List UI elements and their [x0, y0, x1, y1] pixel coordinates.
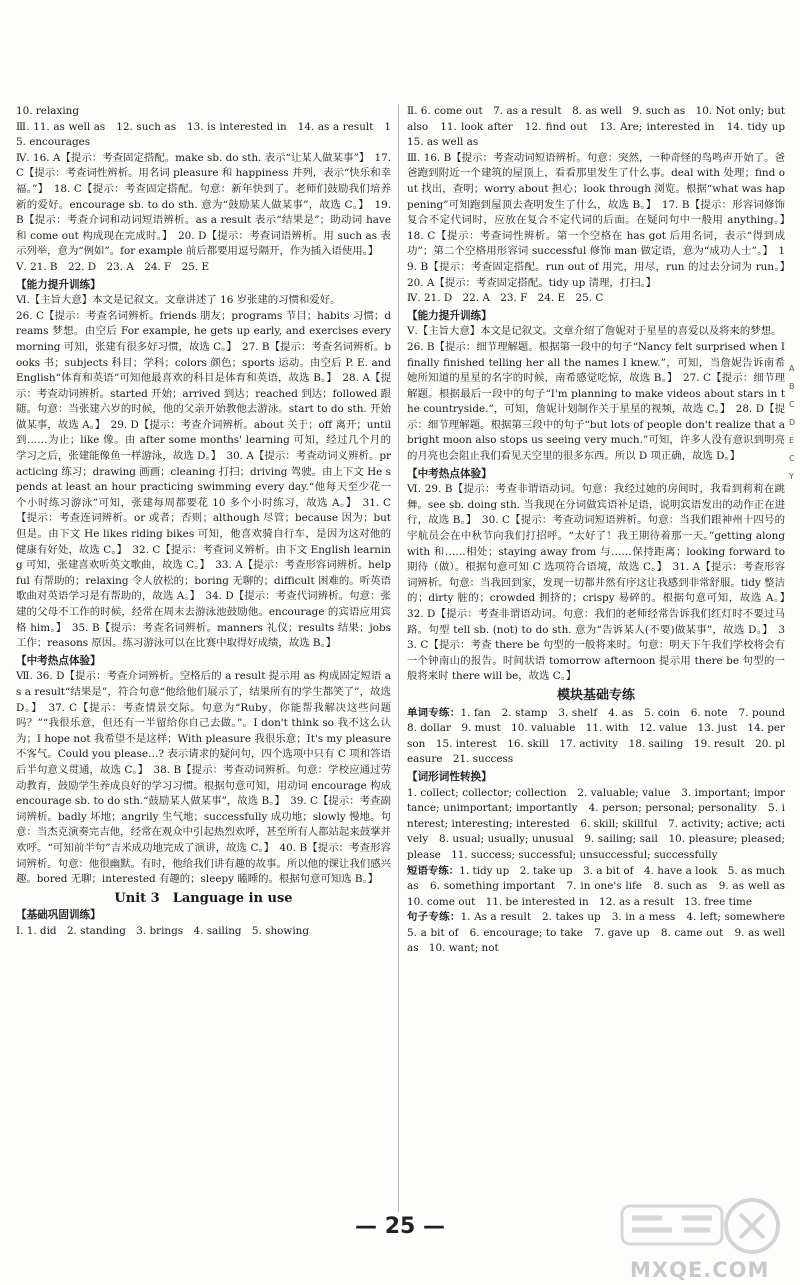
- answer-text: Ⅳ. 16. A【提示：考查固定搭配。make sb. do sth. 表示“让某人做某事”】 17. C【提示：考查词性辨析。用名词 pleasure 和 happiness 并列，表示“快乐和幸福。”】 18. C【提示：考查固定搭配。句意：新年快到了。老师们鼓励我们培养新的爱好。encourage sb. to do sth. 意为“鼓励某人做某事”，故选 C。】 19. B【提示：考查介词和动词短语辨析。as a result 表示“结果是”；助动词 have 和 come out 构成现在完成时。】 20. D【提示：考查词语辨析。用 such as 表示列举，意为“例如”。for example 前后都要用逗号隔开，作为插入语使用。】: [16, 151, 391, 258]
- unit-title: 模块基础专练: [556, 687, 635, 703]
- answer-text: Ⅵ. 29. B【提示：考查非谓语动词。句意：我经过她的房间时，我看到莉莉在跳舞。see sb. doing sth. 当我现在分词做宾语补足语，说明宾语发出的动作正在进行，故选 B。】 30. C【提示：考查动词短语辨析。句意：当我们跟神州十四号的宇航员会在中秋节向我们打招呼。“太好了！我王期待着那一天。”getting along with 和……相处；staying away from 与……保持距离；looking forward to 期待（做）。根据句意可知 C 选项符合语境，故选 C。】 31. A【提示：考查形容词辨析。句意：当我回到家，发现一切都井然有序这让我感到非常舒服。tidy 整洁的；dirty 脏的；crowded 拥挤的；crispy 易碎的。根据句意可知，故选 A。】 32. D【提示：考查非谓语动词。句意：我们的老师经常告诉我们红灯时不要过马路。句型 tell sb. (not) to do sth. 意为“告诉某人(不要)做某事”，故选 D。】 33. C【提示：考查 there be 句型的一般将来时。句意：明天下午我们学校将会有一个钟南山的报告。时间状语 tomorrow afternoon 提示用 there be 句型的一般将来时 there will be，故选 C。】: [407, 483, 796, 683]
- answer-text: 10. relaxing: [16, 105, 79, 117]
- right-column: [407, 104, 796, 957]
- answer-paragraph: [407, 910, 796, 957]
- edge-mark: C: [789, 400, 795, 409]
- exercise-label: 句子专练：: [407, 911, 461, 924]
- answer-paragraph: [407, 324, 785, 340]
- exercise-label: 短语专练：: [407, 864, 460, 877]
- answer-paragraph: [16, 260, 391, 276]
- answer-text: 1. tidy up 2. take up 3. a bit of 4. have a look 5. as much as 6. something important 7. in one's life 8. such as 9. as well as 10. come out 11. be interested in 12. as a result 13. free time: [407, 864, 796, 908]
- answer-text: Ⅲ. 16. B【提示：考查动词短语辨析。句意：突然，一种奇怪的鸟鸣声开始了。爸爸跑到附近一个建筑的屋顶上，看看那里发生了什么事。deal with 处理；find out 找出，查明；worry about 担心；look through 浏览。根据“what was happening”可知跑到屋顶去查明发生了什么，故选 B。】 17. B【提示：形容词修饰复合不定代词时，应放在复合不定代词的后面。在疑问句中一般用 anything。】 18. C【提示：考查词性辨析。第一个空格在 has got 后用名词，表示“得到成功”；第二个空格用形容词 successful 修饰 man 做定语，意为“成功人士”。】 19. B【提示：考查固定搭配。run out of 用完，用尽，run 的过去分词为 run。】 20. A【提示：考查固定搭配。tidy up 清理，打扫。】: [407, 151, 796, 289]
- edge-mark: D: [789, 418, 796, 427]
- edge-mark: E: [789, 436, 795, 445]
- answer-text: 26. C【提示：考查名词辨析。friends 朋友；programs 节目；habits 习惯；dreams 梦想。由空后 For example, he gets up early, and exercises every morning 可知，张建有很多好习惯，故选 C。】 27. B【提示：考查名词辨析。books 书；subjects 科目；学科；colors 颜色；sports 运动。由空后 P. E. and English“体育和英语”可知他最喜欢的科目是体育和英语，故选 B。】 28. A【提示：考查动词辨析。started 开始；arrived 到达；reached 到达；followed 跟随。句意：当张建六岁的时候，他的父亲开始教他去游泳。start to do sth. 开始做某事，故选 A。】 29. D【提示：考查介词辨析。about 关于；off 离开；until 到……为止；like 像。由 after some months' learning 可知，经过几个月的学习之后，张建能像鱼一样游泳，故选 D。】 30. A【提示：考查动词义辨析。practicing 练习；drawing 画画；cleaning 打扫；driving 驾驶。由上下文 He spends at least an hour practicing swimming every day.“他每天至少花一个小时练习游泳”可知，张建每周都要花 10 多个小时练习，故选 A。】 31. C【提示：考查连词辨析。or 或者；否则；although 尽管；because 因为；but 但是。由下文 He likes riding bikes 可知，他喜欢骑自行车，是因为这对他的健康有好处，故选 C。】 32. C【提示：考查词义辨析。由下文 English learning 可知，张建喜欢听英文歌曲，故选 C。】 33. A【提示：考查形容词辨析。helpful 有帮助的；relaxing 令人放松的；boring 无聊的；difficult 困难的。听英语歌曲对英语学习是有帮助的，故选 A。】 34. D【提示：考查代词辨析。句意：张建的父母不工作的时候，经常在周末去游泳池鼓励他。encourage 的宾语应用宾格 him。】 35. B【提示：考查名词辨析。manners 礼仪；results 结果；jobs 工作；reasons 原因。练习游泳可以在比赛中取得好成绩，故选 B。】: [16, 309, 391, 650]
- answer-text: 1. collect; collector; collection 2. valuable; value 3. important; importance; unimportant; importantly 4. person; personal; personality 5. interest; interesting; interested 6. skill; skillful 7. activity; active; actively 8. usual; usually; unusual 9. sailing; sail 10. pleasure; pleased; please 11. success; successful; unsuccessful; successfully: [407, 786, 785, 861]
- section-heading: 【能力提升训练】: [16, 278, 101, 291]
- answer-text: 1. As a result 2. takes up 3. in a mess 4. left; somewhere 5. a bit of 6. encourage; to take 7. gave up 8. came out 9. as well as 10. want; not: [407, 911, 796, 955]
- answer-paragraph: [16, 924, 391, 940]
- unit-title: Unit 3 Language in use: [114, 890, 293, 906]
- section-heading: 【中考热点体验】: [16, 654, 101, 667]
- answer-paragraph: [407, 104, 796, 151]
- page-edge-marks: [789, 360, 799, 486]
- answer-paragraph: [16, 151, 391, 260]
- section-heading: 【能力提升训练】: [407, 309, 492, 322]
- answer-paragraph: [407, 291, 785, 307]
- answer-text: Ⅶ. 36. D【提示：考查介词辨析。空格后的 a result 提示用 as 构成固定短语 as a result“结果是”，符合句意“他给他们展示了，结果所有的学生都笑了”，故选 D。】 37. C【提示：考查情景交际。句意为“Ruby，你能帮我解决这些问题吗？”“我很乐意，但还有一半留给你自己去做。”。I don't think so 我不这么认为；I hope not 我希望不是这样；With pleasure 我很乐意；It's my pleasure 不客气。Could you please…? 表示请求的疑问句，四个选项中只有 C 项和答语后半句意义贯通，故选 C。】 38. B【提示：考查动词辨析。句意：学校应通过劳动教育，鼓励学生养成良好的学习习惯。根据句意可知，用动词 encourage 构成 encourage sb. to do sth.“鼓励某人做某事”，故选 B。】 39. C【提示：考查副词辨析。badly 坏地；angrily 生气地；successfully 成功地；slowly 慢地。句意：当杰克演奏完吉他，经常在观众中引起热烈欢呼，甚至所有人都站起来鼓掌并欢呼。“可知前半句”吉米成功地完成了演讲，故选 C。】 40. B【提示：考查形容词辨析。句意：他很幽默。有时，他给我们讲有趣的故事。所以他的课让我们感兴趣。bored 无聊；interested 有趣的；sleepy 瞌睡的。根据句意可知选 B。】: [16, 670, 391, 886]
- exercise-label: 单词专练：: [407, 706, 461, 719]
- column-divider: [398, 104, 399, 1212]
- answer-text: Ⅲ. 11. as well as 12. such as 13. is interested in 14. as a result 15. encourages: [16, 120, 391, 149]
- edge-mark: B: [789, 382, 795, 391]
- answer-paragraph: [407, 786, 785, 864]
- answer-text: 26. B【提示：细节理解题。根据第一段中的句子“Nancy felt surprised when I finally finished telling her all the names I knew.”，可知，当詹妮告诉南希她所知道的星星的名字的时候，南希感觉吃惊，故选 B。】 27. C【提示：细节理解题。根据最后一段中的句子“I'm planning to make videos about stars in the countryside.”，可知，詹妮计划制作关于星星的视频，故选 C。】 28. D【提示：细节理解题。根据第三段中的句子“but lots of people don't realize that a bright moon also stops us seeing very much.”可知，许多人没有意识到明亮的月亮也会阻止我们看见天空里的很多东西。所以 D 项正确，故选 D。】: [407, 340, 785, 463]
- answer-text: 1. fan 2. stamp 3. shelf 4. as 5. coin 6. note 7. pound 8. dollar 9. must 10. valuable 11. with 12. value 13. just 14. person 15. interest 16. skill 17. activity 18. sailing 19. result 20. pleasure 21. success: [407, 706, 796, 766]
- answer-paragraph: [407, 151, 796, 291]
- answer-paragraph: [407, 340, 785, 465]
- answer-text: Ⅴ.【主旨大意】本文是记叙文。文章介绍了詹妮对于星星的喜爱以及将来的梦想。: [407, 325, 782, 338]
- answer-text: Ⅳ. 21. D 22. A 23. F 24. E 25. C: [407, 292, 604, 305]
- watermark-url: MXQE.COM: [630, 1258, 770, 1282]
- answer-text: Ⅱ. 6. come out 7. as a result 8. as well 9. such as 10. Not only; but also 11. look after 12. find out 13. Are; interested in 14. tidy up 15. as well as: [407, 105, 796, 149]
- answer-paragraph: [16, 104, 391, 120]
- edge-mark: C: [789, 454, 795, 463]
- section-heading: 【中考热点体验】: [407, 467, 492, 480]
- answer-paragraph: [407, 706, 796, 768]
- answer-paragraph: [16, 120, 391, 151]
- answer-paragraph: [16, 309, 391, 652]
- left-column: [16, 104, 391, 939]
- section-heading: 【词形词性转换】: [407, 770, 492, 783]
- answer-text: Ⅰ. 1. did 2. standing 3. brings 4. sailing 5. showing: [16, 924, 309, 937]
- answer-paragraph: [16, 669, 391, 887]
- answer-text: Ⅴ. 21. B 22. D 23. A 24. F 25. E: [16, 260, 210, 273]
- answer-text: Ⅵ.【主旨大意】本文是记叙文。文章讲述了 16 岁张建的习惯和爱好。: [16, 294, 341, 307]
- edge-mark: A: [789, 364, 795, 373]
- page-number: — 25 —: [355, 1214, 445, 1239]
- answer-paragraph: [407, 864, 796, 911]
- answer-paragraph: [16, 293, 391, 309]
- edge-mark: Y: [789, 472, 794, 481]
- section-heading: 【基础巩固训练】: [16, 909, 101, 922]
- answer-paragraph: [407, 482, 796, 685]
